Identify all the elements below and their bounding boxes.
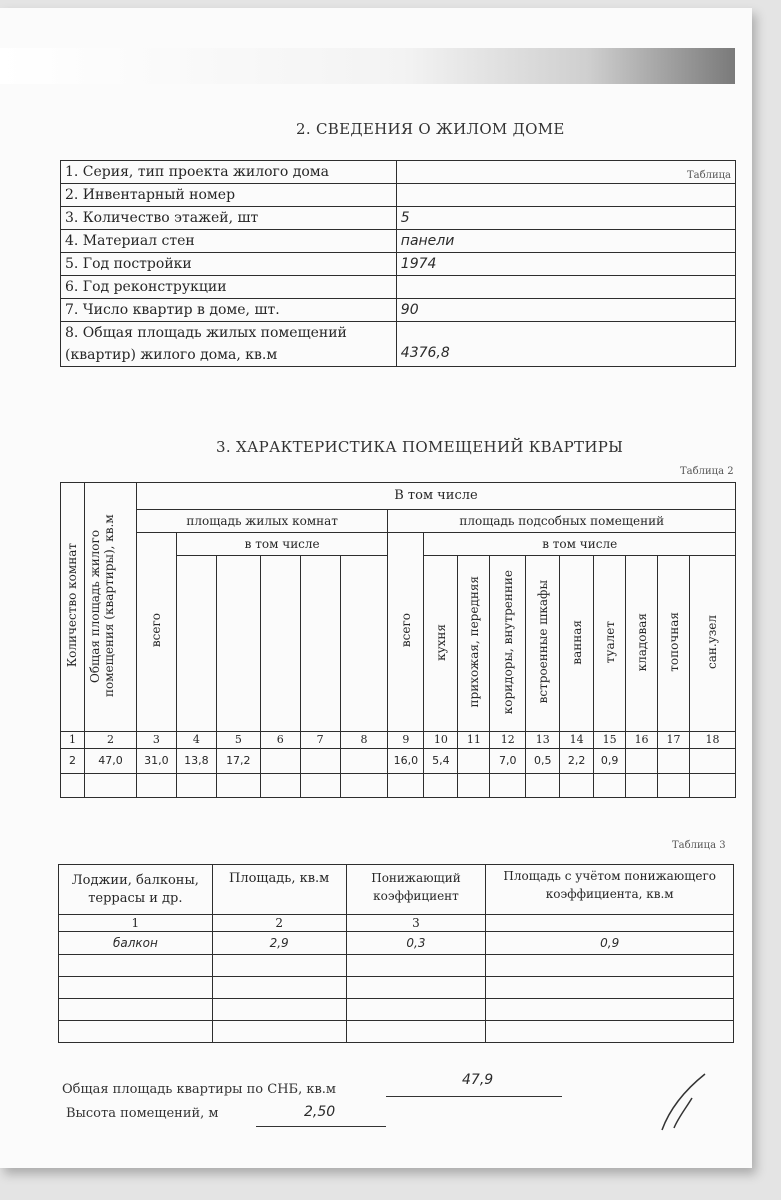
column-number: 17 [658, 732, 690, 749]
house-row-label: 3. Количество этажей, шт [61, 207, 397, 230]
column-number: 1 [61, 732, 85, 749]
column-number: 3 [136, 732, 176, 749]
data-cell: 47,0 [84, 749, 136, 774]
closets-header-text: встроенные шкафы [535, 580, 550, 704]
house-row-value [396, 184, 735, 207]
storage-header [626, 556, 658, 732]
hallway-header-text: прихожая, передняя [466, 576, 481, 708]
column-number: 1 [59, 915, 213, 932]
living-total-header [136, 533, 176, 732]
data-cell: 0,9 [594, 749, 626, 774]
living-room-col [176, 556, 216, 732]
column-number [486, 915, 734, 932]
data-cell [658, 749, 690, 774]
header-row [61, 510, 736, 533]
house-row [61, 230, 736, 253]
header-row [61, 533, 736, 556]
data-cell: 13,8 [176, 749, 216, 774]
column-number: 10 [424, 732, 458, 749]
t3-row [59, 932, 734, 955]
data-cell: 7,0 [490, 749, 526, 774]
total-area-header [84, 483, 136, 732]
aux-including-header: в том числе [424, 533, 736, 556]
including-header: В том числе [136, 483, 735, 510]
house-row-label: 6. Год реконструкции [61, 276, 397, 299]
house-row [61, 276, 736, 299]
data-cell: 17,2 [216, 749, 260, 774]
data-cell: 5,4 [424, 749, 458, 774]
signature-mark [650, 1068, 720, 1138]
living-room-col [216, 556, 260, 732]
living-total-header-text: всего [149, 613, 164, 648]
corridors-header [490, 556, 526, 732]
house-row [61, 207, 736, 230]
house-row-label: 8. Общая площадь жилых помещений (квартир) жилого дома, кв.м [61, 322, 397, 367]
house-row [61, 322, 736, 367]
t3-number-row [59, 915, 734, 932]
total-area-label: Общая площадь квартиры по СНБ, кв.м [62, 1082, 337, 1097]
column-number-row [61, 732, 736, 749]
house-row [61, 299, 736, 322]
toilet-header-text: туалет [602, 620, 617, 664]
wc-header [689, 556, 735, 732]
boiler-header-text: топочная [666, 612, 681, 672]
bathroom-header-text: ванная [569, 619, 584, 665]
t3-cell: балкон [59, 932, 213, 955]
data-row [61, 749, 736, 774]
table2-label: Таблица 2 [680, 466, 734, 477]
height-value: 2,50 [304, 1104, 336, 1120]
data-cell [626, 749, 658, 774]
t3-row [59, 977, 734, 999]
column-number: 5 [216, 732, 260, 749]
house-row-value [396, 276, 735, 299]
column-number: 3 [346, 915, 486, 932]
section3-title: 3. ХАРАКТЕРИСТИКА ПОМЕЩЕНИЙ КВАРТИРЫ [216, 438, 624, 456]
house-row-value: панели [396, 230, 735, 253]
aux-total-header-text: всего [398, 613, 413, 648]
house-row-label: 2. Инвентарный номер [61, 184, 397, 207]
corridors-header-text: коридоры, внутренние [500, 569, 515, 715]
data-cell [260, 749, 300, 774]
section2-title: 2. СВЕДЕНИЯ О ЖИЛОМ ДОМЕ [296, 120, 565, 138]
data-cell [689, 749, 735, 774]
house-row-label: 1. Серия, тип проекта жилого дома [61, 161, 397, 184]
house-row-value: 4376,8 [396, 322, 735, 367]
column-number: 8 [340, 732, 388, 749]
column-number: 9 [388, 732, 424, 749]
aux-total-header [388, 533, 424, 732]
house-row [61, 161, 736, 184]
height-label: Высота помещений, м [66, 1106, 219, 1121]
data-cell [300, 749, 340, 774]
kitchen-header [424, 556, 458, 732]
living-including-header: в том числе [176, 533, 388, 556]
house-row-label: 5. Год постройки [61, 253, 397, 276]
column-number: 2 [84, 732, 136, 749]
rooms-count-header [61, 483, 85, 732]
t3-row [59, 1021, 734, 1043]
living-rooms-area-header: площадь жилых комнат [136, 510, 388, 533]
living-room-col [340, 556, 388, 732]
t3-header-row [59, 865, 734, 915]
hallway-header [458, 556, 490, 732]
house-row [61, 184, 736, 207]
document-page [0, 8, 752, 1168]
t3-cell: 0,3 [346, 932, 486, 955]
closets-header [526, 556, 560, 732]
column-number: 6 [260, 732, 300, 749]
data-cell [340, 749, 388, 774]
header-row [61, 483, 736, 510]
total-area-value: 47,9 [462, 1072, 494, 1088]
rooms-count-header-text: Количество комнат [65, 543, 80, 668]
column-number: 2 [212, 915, 346, 932]
empty-row [61, 774, 736, 798]
t3-header: Лоджии, балконы, террасы и др. [59, 865, 213, 915]
t3-header: Площадь с учётом понижающего коэффициента, кв.м [486, 865, 734, 915]
living-room-col [260, 556, 300, 732]
house-row-value: 1974 [396, 253, 735, 276]
data-cell: 16,0 [388, 749, 424, 774]
house-row-value [396, 161, 735, 184]
data-cell: 0,5 [526, 749, 560, 774]
house-info-table [60, 160, 736, 367]
t3-row [59, 999, 734, 1021]
living-room-col [300, 556, 340, 732]
data-cell: 2,2 [560, 749, 594, 774]
table3-label: Таблица 3 [672, 840, 726, 851]
storage-header-text: кладовая [634, 612, 649, 672]
table1-label: Таблица [686, 170, 731, 181]
t3-header: Площадь, кв.м [212, 865, 346, 915]
t3-row [59, 955, 734, 977]
house-row-value: 5 [396, 207, 735, 230]
total-area-header-text: Общая площадь жилого помещения (квартиры), кв.м [88, 514, 117, 697]
house-row [61, 253, 736, 276]
kitchen-header-text: кухня [433, 623, 448, 661]
boiler-header [658, 556, 690, 732]
auxiliary-area-header: площадь подсобных помещений [388, 510, 736, 533]
column-number: 14 [560, 732, 594, 749]
column-number: 4 [176, 732, 216, 749]
house-row-label: 7. Число квартир в доме, шт. [61, 299, 397, 322]
house-row-label: 4. Материал стен [61, 230, 397, 253]
t3-cell: 2,9 [212, 932, 346, 955]
house-row-value: 90 [396, 299, 735, 322]
t3-cell: 0,9 [486, 932, 734, 955]
scan-shadow [0, 48, 735, 84]
toilet-header [594, 556, 626, 732]
column-number: 7 [300, 732, 340, 749]
column-number: 15 [594, 732, 626, 749]
column-number: 11 [458, 732, 490, 749]
bathroom-header [560, 556, 594, 732]
data-cell: 2 [61, 749, 85, 774]
data-cell [458, 749, 490, 774]
data-cell: 31,0 [136, 749, 176, 774]
wc-header-text: сан.узел [705, 614, 720, 670]
balconies-table [58, 864, 734, 1043]
t3-header: Понижающий коэффициент [346, 865, 486, 915]
apartment-rooms-table [60, 482, 736, 798]
column-number: 13 [526, 732, 560, 749]
column-number: 18 [689, 732, 735, 749]
column-number: 12 [490, 732, 526, 749]
column-number: 16 [626, 732, 658, 749]
